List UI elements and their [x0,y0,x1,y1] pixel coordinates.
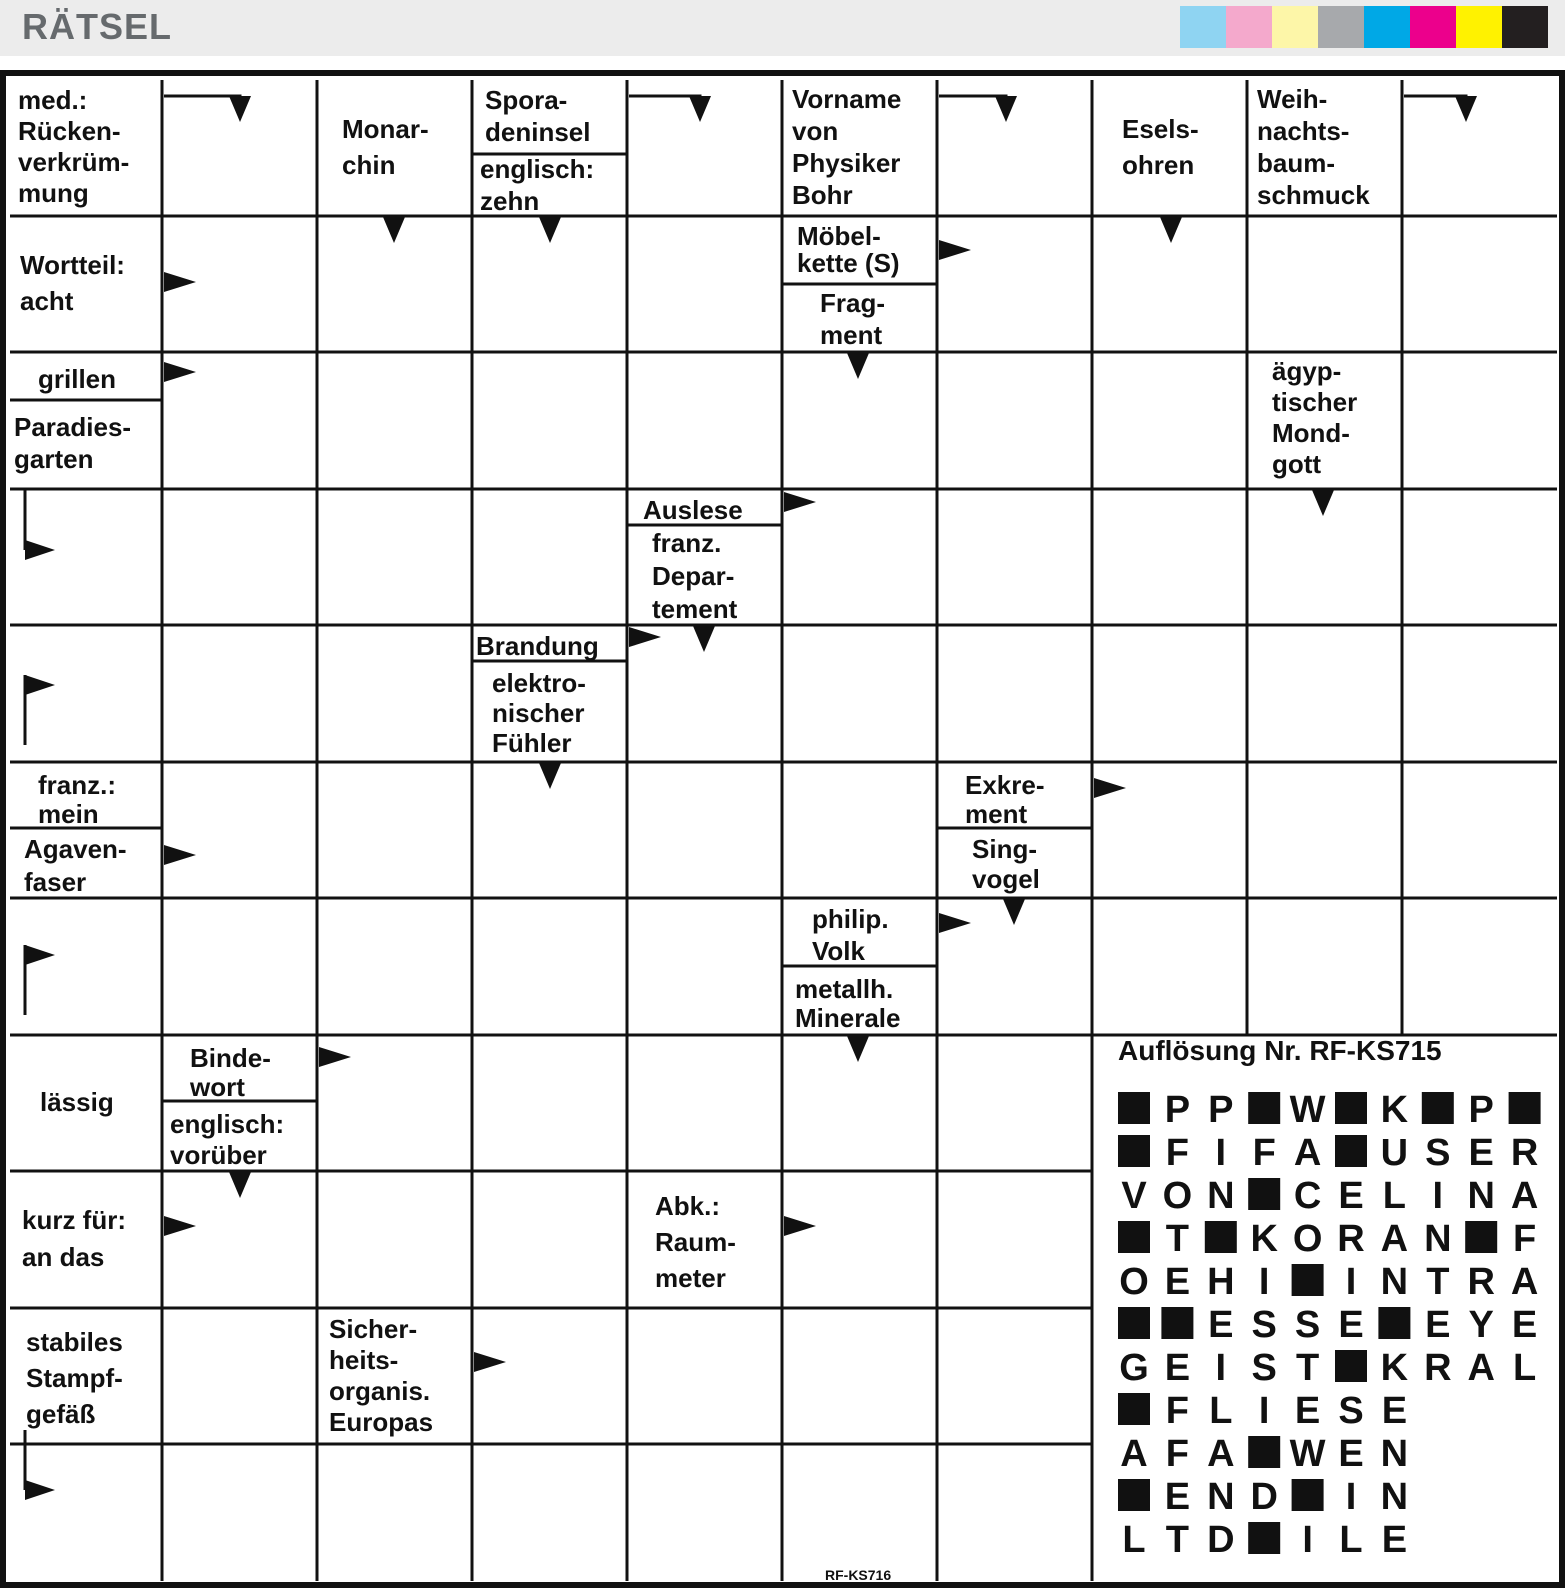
answer-cell[interactable] [474,1446,625,1579]
answer-cell[interactable] [629,218,780,350]
answer-cell[interactable] [629,1446,780,1579]
clue-line: tement [652,594,738,624]
clue-line: vorüber [170,1140,267,1170]
clue-line: englisch: [170,1109,285,1139]
answer-cell[interactable] [939,1037,1090,1169]
solution-letter: N [1207,1476,1235,1518]
solution-letter: E [1468,1132,1494,1174]
solution-letter: T [1295,1347,1320,1389]
clue-line: Europas [329,1407,434,1437]
answer-cell[interactable] [939,218,1090,350]
answer-cell[interactable] [1094,764,1245,896]
clue-line: grillen [38,364,117,394]
answer-cell[interactable] [474,354,625,487]
clue-line: deninsel [485,117,591,147]
clue-line: ohren [1122,150,1195,180]
solution-letter: I [1432,1175,1444,1217]
solution-block [1378,1307,1410,1339]
clue-line: Vorname [792,84,902,114]
solution-letter: R [1467,1261,1495,1303]
solution-block [1118,1479,1150,1511]
answer-cell[interactable] [319,764,470,896]
puzzle-code: RF-KS716 [825,1567,892,1583]
clue-line: mung [18,178,89,208]
solution-letter: I [1258,1390,1270,1432]
clue-line: Raum- [655,1227,736,1257]
clue-line: philip. [812,904,889,934]
solution-block [1465,1221,1497,1253]
answer-cell[interactable] [784,1310,935,1442]
clue-line: Fühler [492,728,572,758]
answer-cell[interactable] [784,1446,935,1579]
clue-line: heits- [329,1345,399,1375]
answer-cell[interactable] [319,627,470,760]
solution-block [1118,1221,1150,1253]
solution-letter: L [1122,1519,1146,1561]
clue-line: Exkre- [965,770,1045,800]
crossword-puzzle [0,70,1565,1588]
clue-line: Auslese [643,495,743,525]
answer-cell[interactable] [1249,900,1400,1033]
answer-cell[interactable] [12,900,160,1033]
clue-line: Sing- [972,834,1037,864]
solution-letter: K [1250,1218,1278,1260]
solution-letter: C [1293,1175,1322,1217]
answer-cell[interactable] [1094,627,1245,760]
clue-line: gefäß [26,1399,96,1429]
solution-letter: F [1165,1390,1190,1432]
clue-line: Esels- [1122,114,1199,144]
answer-cell[interactable] [629,764,780,896]
solution-block [1248,1178,1280,1210]
answer-cell[interactable] [164,491,315,623]
answer-cell[interactable] [474,1310,625,1442]
solution-letter: O [1292,1218,1323,1260]
clue-line: vogel [972,864,1040,894]
solution-letter: S [1425,1132,1451,1174]
clue-text [38,364,116,394]
solution-block [1118,1393,1150,1425]
clue-text [476,631,599,661]
clue-line: lässig [40,1087,114,1117]
clue-line: Binde- [190,1043,271,1073]
solution-letter: S [1294,1304,1321,1346]
solution-block [1292,1479,1324,1511]
answer-cell[interactable] [939,491,1090,623]
solution-letter: L [1382,1175,1407,1217]
answer-cell[interactable] [474,1173,625,1306]
answer-cell[interactable] [629,1037,780,1169]
solution-letter: T [1165,1218,1190,1260]
solution-letter: A [1207,1433,1235,1475]
answer-cell[interactable] [1249,627,1400,760]
solution-block [1205,1221,1237,1253]
solution-letter: L [1512,1347,1537,1389]
solution-letter: S [1251,1347,1277,1389]
solution-letter: G [1119,1347,1149,1389]
clue-line: englisch: [480,154,595,184]
clue-line: Volk [812,936,865,966]
answer-cell[interactable] [784,491,935,623]
clue-line: kette (S) [797,248,900,278]
answer-cell[interactable] [1404,491,1555,623]
solution-letter: I [1345,1261,1357,1303]
solution-letter: D [1207,1519,1235,1561]
clue-text [643,495,743,525]
clue-line: Weih- [1257,84,1328,114]
solution-block [1248,1092,1280,1124]
answer-cell[interactable] [319,491,470,623]
solution-block [1118,1307,1150,1339]
solution-letter: A [1293,1132,1322,1174]
answer-cell[interactable] [629,900,780,1033]
clue-line: nachts- [1257,116,1350,146]
solution-letter: S [1251,1304,1277,1346]
solution-letter: U [1380,1132,1409,1174]
clue-line: ment [965,799,1028,829]
answer-cell[interactable] [164,1310,315,1442]
clue-line: Bohr [792,180,853,210]
answer-cell[interactable] [1404,218,1555,350]
solution-letter: A [1510,1175,1539,1217]
clue-line: an das [22,1242,105,1272]
answer-cell[interactable] [1249,218,1400,350]
clue-line: Minerale [795,1003,901,1033]
clue-line: schmuck [1257,180,1370,210]
solution-letter: E [1381,1519,1408,1561]
solution-title: Auflösung Nr. RF-KS715 [1118,1035,1442,1066]
solution-letter: R [1337,1218,1365,1260]
clue-line: Frag- [820,288,885,318]
solution-letter: N [1380,1261,1409,1303]
solution-letter: I [1215,1347,1227,1389]
solution-letter: D [1250,1476,1278,1518]
clue-line: Spora- [485,85,568,115]
solution-letter: A [1510,1261,1539,1303]
answer-cell[interactable] [164,1446,315,1579]
solution-letter: F [1165,1433,1190,1475]
solution-letter: E [1208,1304,1234,1346]
color-swatch [1272,6,1318,48]
clue-text [40,1087,114,1117]
solution-letter: E [1381,1390,1408,1432]
clue-line: meter [655,1263,726,1293]
color-swatch [1226,6,1272,48]
answer-cell[interactable] [474,491,625,623]
solution-letter: E [1338,1175,1364,1217]
clue-line: ment [820,320,883,350]
solution-block [1509,1092,1541,1124]
solution-letter: R [1424,1347,1452,1389]
solution-letter: P [1208,1089,1234,1131]
answer-cell[interactable] [164,764,315,896]
clue-line: acht [20,286,74,316]
solution-letter: P [1164,1089,1191,1131]
solution-letter: I [1258,1261,1270,1303]
answer-cell[interactable] [164,900,315,1033]
solution-letter: L [1209,1390,1233,1432]
answer-cell[interactable] [1094,491,1245,623]
solution-letter: K [1380,1089,1409,1131]
clue-line: Wortteil: [20,250,125,280]
solution-letter: F [1165,1132,1190,1174]
clue-line: tischer [1272,387,1358,417]
clue-line: wort [190,1072,245,1102]
solution-letter: K [1380,1347,1409,1389]
answer-cell[interactable] [1094,900,1245,1033]
solution-letter: W [1289,1433,1326,1475]
clue-line: Stampf- [26,1363,123,1393]
solution-letter: P [1468,1089,1494,1131]
answer-cell[interactable] [784,1173,935,1306]
solution-letter: N [1207,1175,1235,1217]
solution-block [1248,1522,1280,1554]
solution-letter: F [1252,1132,1276,1174]
solution-letter: H [1207,1261,1235,1303]
solution-letter: T [1426,1261,1450,1303]
solution-letter: N [1467,1175,1495,1217]
clue-line: Paradies- [14,412,132,442]
solution-letter: E [1338,1433,1364,1475]
solution-letter: L [1339,1519,1363,1561]
answer-cell[interactable] [12,1446,160,1579]
answer-cell[interactable] [939,354,1090,487]
answer-cell[interactable] [1094,354,1245,487]
clue-line: organis. [329,1376,431,1406]
answer-cell[interactable] [12,491,160,623]
clue-line: von [792,116,839,146]
solution-letter: I [1302,1519,1313,1561]
page-title: RÄTSEL [22,6,172,47]
solution-letter: O [1119,1261,1149,1303]
clue-line: Abk.: [655,1191,720,1221]
clue-line: Mond- [1272,418,1350,448]
clue-line: Möbel- [797,221,881,251]
solution-letter: R [1510,1132,1539,1174]
answer-cell[interactable] [319,1446,470,1579]
solution-letter: N [1380,1433,1409,1475]
clue-line: Physiker [792,148,901,178]
answer-cell[interactable] [784,627,935,760]
answer-cell[interactable] [1404,354,1555,487]
clue-line: Depar- [652,561,735,591]
color-swatch [1318,6,1364,48]
answer-cell[interactable] [1249,764,1400,896]
answer-cell[interactable] [164,627,315,760]
clue-line: zehn [480,186,540,216]
solution-letter: V [1121,1175,1147,1217]
solution-block [1118,1092,1150,1124]
clue-line: kurz für: [22,1205,126,1235]
clue-line: Brandung [476,631,599,661]
solution-letter: I [1345,1476,1357,1518]
answer-cell[interactable] [939,1310,1090,1442]
solution-letter: E [1164,1476,1191,1518]
solution-letter: A [1120,1433,1148,1475]
clue-line: Agaven- [24,834,127,864]
answer-cell[interactable] [1404,82,1555,214]
solution-letter: O [1162,1175,1193,1217]
solution-letter: W [1289,1089,1326,1131]
clue-line: faser [24,867,87,897]
answer-cell[interactable] [939,627,1090,760]
answer-cell[interactable] [1404,900,1555,1033]
color-swatch [1456,6,1502,48]
clue-line: garten [14,444,94,474]
page-header [0,0,1565,56]
clue-line: gott [1272,449,1322,479]
clue-line: Monar- [342,114,429,144]
solution-letter: S [1338,1390,1364,1432]
clue-line: chin [342,150,396,180]
solution-letter: E [1511,1304,1538,1346]
clue-line: metallh. [795,974,894,1004]
solution-block [1335,1092,1367,1124]
color-swatch [1502,6,1548,48]
solution-block [1292,1264,1324,1296]
answer-cell[interactable] [1404,764,1555,896]
clue-line: baum- [1257,148,1335,178]
solution-letter: A [1467,1347,1495,1389]
clue-line: stabiles [26,1327,123,1357]
answer-cell[interactable] [474,1037,625,1169]
solution-letter: T [1165,1519,1190,1561]
clue-line: nischer [492,698,585,728]
solution-letter: E [1164,1261,1191,1303]
answer-cell[interactable] [1404,627,1555,760]
clue-line: Rücken- [18,116,121,146]
answer-cell[interactable] [474,900,625,1033]
solution-letter: N [1380,1476,1409,1518]
solution-letter: N [1424,1218,1452,1260]
solution-block [1335,1135,1367,1167]
answer-cell[interactable] [629,354,780,487]
color-swatch [1364,6,1410,48]
solution-block [1248,1436,1280,1468]
clue-line: franz.: [38,770,116,800]
answer-cell[interactable] [939,1173,1090,1306]
solution-letter: A [1380,1218,1409,1260]
solution-letter: I [1215,1132,1227,1174]
clue-text [795,974,901,1033]
answer-cell[interactable] [629,1310,780,1442]
color-calibration-bar [1180,6,1548,48]
solution-block [1335,1350,1367,1382]
answer-cell[interactable] [784,764,935,896]
solution-letter: E [1294,1390,1321,1432]
answer-cell[interactable] [939,1446,1090,1579]
solution-letter: E [1338,1304,1364,1346]
clue-line: med.: [18,85,88,115]
solution-block [1161,1307,1193,1339]
answer-cell[interactable] [319,354,470,487]
solution-block [1422,1092,1454,1124]
clue-line: verkrüm- [18,147,130,177]
solution-letter: E [1164,1347,1191,1389]
clue-line: ägyp- [1272,356,1342,386]
clue-text [972,834,1040,894]
clue-line: franz. [652,528,722,558]
solution-letter: Y [1468,1304,1494,1346]
solution-letter: F [1512,1218,1537,1260]
clue-line: Sicher- [329,1314,418,1344]
answer-cell[interactable] [319,900,470,1033]
solution-letter: E [1425,1304,1451,1346]
clue-line: elektro- [492,668,586,698]
color-swatch [1410,6,1456,48]
clue-line: mein [38,799,99,829]
answer-cell[interactable] [12,627,160,760]
answer-cell[interactable] [319,1173,470,1306]
solution-block [1118,1135,1150,1167]
color-swatch [1180,6,1226,48]
